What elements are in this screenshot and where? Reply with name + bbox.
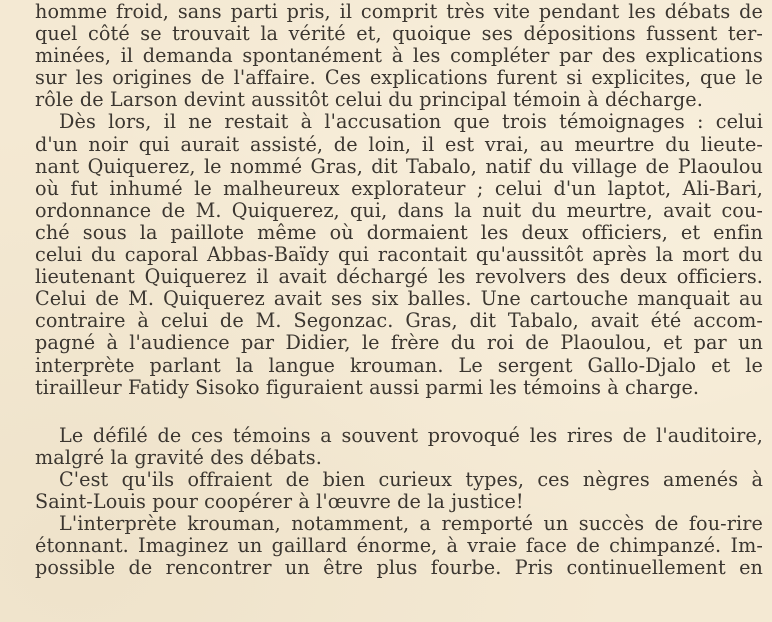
text-line: interprète parlant la langue krouman. Le sergent Gallo-Djalo et le — [35, 353, 763, 377]
text-line: ché sous la paillote même où dormaient les deux officiers, et enfin — [35, 220, 763, 244]
text-line: rôle de Larson devint aussitôt celui du principal témoin à décharge. — [35, 88, 703, 112]
text-line: L'interprète krouman, notamment, a remporté un succès de fou-rire — [59, 512, 763, 536]
paragraph-spacer — [35, 399, 763, 425]
text-line: minées, il demanda spontanément à les compléter par des explications — [35, 44, 763, 68]
paragraph-1 — [35, 1, 763, 111]
text-line: lieutenant Quiquerez il avait déchargé les revolvers des deux officiers. — [35, 265, 763, 289]
text-line: Le défilé de ces témoins a souvent provoqué les rires de l'auditoire, — [59, 423, 763, 447]
paragraph-5 — [35, 513, 763, 579]
text-line: possible de rencontrer un être plus fourbe. Pris continuellement en — [35, 556, 763, 580]
text-line: contraire à celui de M. Segonzac. Gras, dit Tabalo, avait été accom- — [35, 309, 763, 333]
text-line: Saint-Louis pour coopérer à l'œuvre de la justice! — [35, 489, 524, 513]
text-line: ordonnance de M. Quiquerez, qui, dans la nuit du meurtre, avait cou- — [35, 198, 763, 222]
paragraph-2 — [35, 111, 763, 398]
text-line: Celui de M. Quiquerez avait ses six balles. Une cartouche manquait au — [35, 287, 763, 311]
text-line: homme froid, sans parti pris, il comprit très vite pendant les débats de — [35, 0, 763, 23]
text-line: Dès lors, il ne restait à l'accusation que trois témoignages : celui — [59, 110, 763, 134]
text-line: malgré la gravité des débats. — [35, 445, 322, 469]
text-line: celui du caporal Abbas-Baïdy qui racontait qu'aussitôt après la mort du — [35, 243, 763, 267]
text-line: nant Quiquerez, le nommé Gras, dit Tabalo, natif du village de Plaoulou — [35, 154, 763, 178]
paragraph-3 — [35, 425, 763, 469]
text-line: C'est qu'ils offraient de bien curieux types, ces nègres amenés à — [59, 467, 763, 491]
text-line: quel côté se trouvait la vérité et, quoique ses dépositions fussent ter- — [35, 22, 763, 46]
text-line: où fut inhumé le malheureux explorateur ; celui d'un laptot, Ali-Bari, — [35, 176, 763, 200]
text-line: tirailleur Fatidy Sisoko figuraient aussi parmi les témoins à charge. — [35, 375, 700, 399]
text-line: sur les origines de l'affaire. Ces explications furent si explicites, que le — [35, 66, 763, 90]
text-line: étonnant. Imaginez un gaillard énorme, à vraie face de chimpanzé. Im- — [35, 534, 763, 558]
paragraph-4 — [35, 469, 763, 513]
text-line: pagné à l'audience par Didier, le frère du roi de Plaoulou, et par un — [35, 331, 763, 355]
document-page — [35, 1, 763, 579]
text-line: d'un noir qui aurait assisté, de loin, il est vrai, au meurtre du lieute- — [35, 132, 763, 156]
